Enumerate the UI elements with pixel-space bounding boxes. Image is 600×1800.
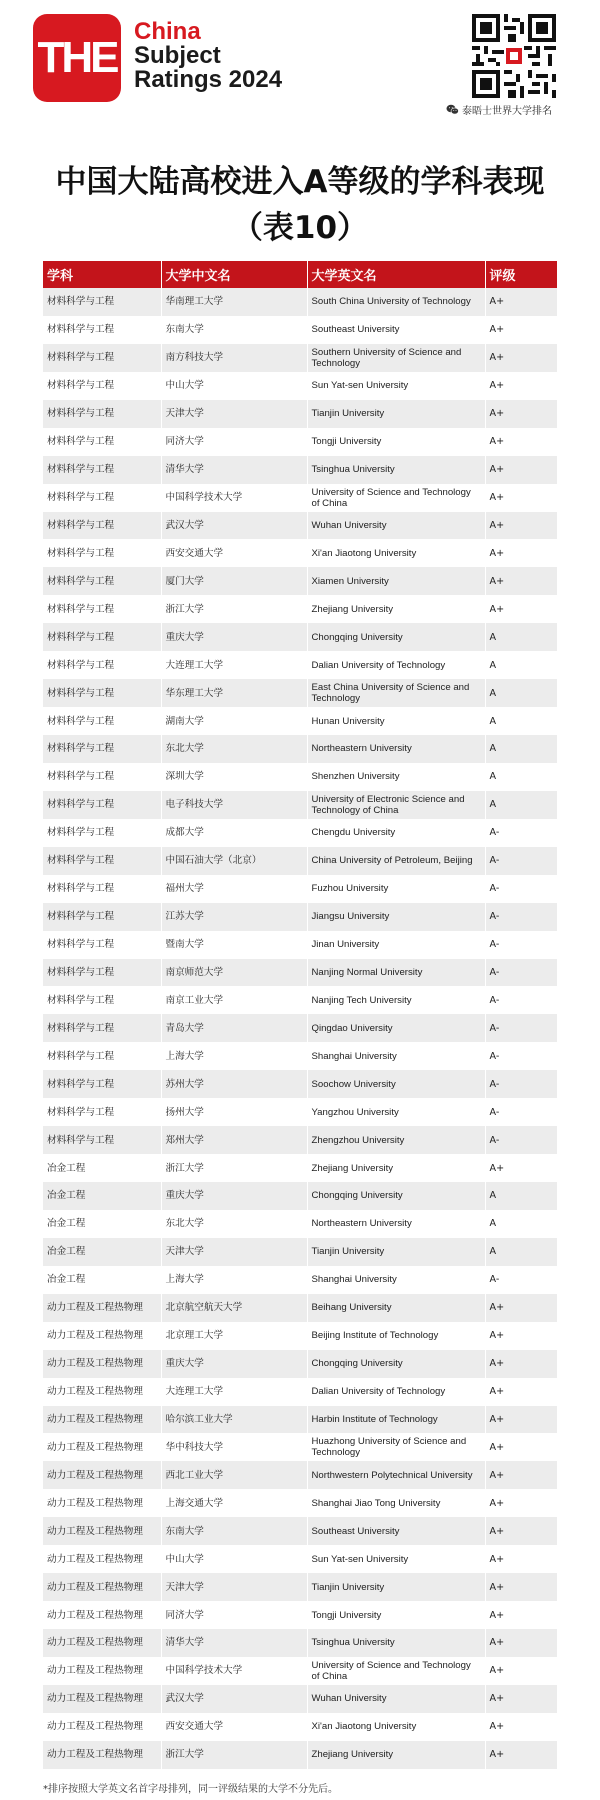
university-en-cell: University of Electronic Science and Technology of China — [307, 791, 485, 819]
subject-cell: 材料科学与工程 — [43, 931, 161, 959]
rating-cell: A- — [485, 1126, 557, 1154]
university-en-cell: Jiangsu University — [307, 903, 485, 931]
table-row — [43, 623, 557, 651]
university-cn-cell: 中山大学 — [161, 1545, 307, 1573]
brand-line-2: Subject — [134, 42, 221, 69]
university-en-cell: Dalian University of Technology — [307, 1378, 485, 1406]
qr-caption — [446, 102, 596, 117]
university-cn-cell: 中国石油大学（北京） — [161, 847, 307, 875]
university-cn-cell: 天津大学 — [161, 1238, 307, 1266]
university-cn-cell: 西北工业大学 — [161, 1461, 307, 1489]
university-en-cell: Sun Yat-sen University — [307, 1545, 485, 1573]
university-cn-cell: 北京理工大学 — [161, 1322, 307, 1350]
subject-cell: 动力工程及工程热物理 — [43, 1294, 161, 1322]
rating-cell: A+ — [485, 1741, 557, 1769]
university-en-cell: Zhejiang University — [307, 595, 485, 623]
column-header-en-name: 大学英文名 — [307, 261, 485, 288]
university-en-cell: Sun Yat-sen University — [307, 372, 485, 400]
university-cn-cell: 重庆大学 — [161, 1350, 307, 1378]
rating-cell: A- — [485, 986, 557, 1014]
university-cn-cell: 南京师范大学 — [161, 959, 307, 987]
university-cn-cell: 厦门大学 — [161, 567, 307, 595]
table-row — [43, 1741, 557, 1769]
university-en-cell: Tianjin University — [307, 400, 485, 428]
university-cn-cell: 西安交通大学 — [161, 1713, 307, 1741]
university-en-cell: Harbin Institute of Technology — [307, 1406, 485, 1434]
table-row — [43, 679, 557, 707]
university-en-cell: Tianjin University — [307, 1238, 485, 1266]
university-cn-cell: 大连理工大学 — [161, 651, 307, 679]
subject-cell: 冶金工程 — [43, 1210, 161, 1238]
university-cn-cell: 清华大学 — [161, 1629, 307, 1657]
ratings-table-container — [43, 261, 557, 1769]
rating-cell: A+ — [485, 1489, 557, 1517]
university-cn-cell: 浙江大学 — [161, 1154, 307, 1182]
subject-cell: 动力工程及工程热物理 — [43, 1517, 161, 1545]
university-en-cell: Tianjin University — [307, 1573, 485, 1601]
university-en-cell: Tsinghua University — [307, 1629, 485, 1657]
university-en-cell: Northeastern University — [307, 735, 485, 763]
university-en-cell: Tsinghua University — [307, 456, 485, 484]
university-en-cell: Shanghai Jiao Tong University — [307, 1489, 485, 1517]
subject-cell: 材料科学与工程 — [43, 1070, 161, 1098]
subject-cell: 材料科学与工程 — [43, 539, 161, 567]
university-cn-cell: 同济大学 — [161, 1601, 307, 1629]
table-row — [43, 1685, 557, 1713]
brand-title — [134, 20, 282, 92]
university-cn-cell: 北京航空航天大学 — [161, 1294, 307, 1322]
university-en-cell: University of Science and Technology of China — [307, 484, 485, 512]
table-row — [43, 1182, 557, 1210]
university-en-cell: Nanjing Tech University — [307, 986, 485, 1014]
subject-cell: 动力工程及工程热物理 — [43, 1378, 161, 1406]
rating-cell: A+ — [485, 539, 557, 567]
subject-cell: 动力工程及工程热物理 — [43, 1322, 161, 1350]
university-en-cell: Huazhong University of Science and Technology — [307, 1433, 485, 1461]
subject-cell: 材料科学与工程 — [43, 1126, 161, 1154]
rating-cell: A- — [485, 1014, 557, 1042]
university-cn-cell: 天津大学 — [161, 400, 307, 428]
subject-cell: 材料科学与工程 — [43, 819, 161, 847]
university-cn-cell: 天津大学 — [161, 1573, 307, 1601]
rating-cell: A+ — [485, 400, 557, 428]
rating-cell: A+ — [485, 344, 557, 372]
page-header — [0, 0, 600, 140]
university-cn-cell: 东北大学 — [161, 735, 307, 763]
subject-cell: 材料科学与工程 — [43, 847, 161, 875]
rating-cell: A+ — [485, 1545, 557, 1573]
university-en-cell: Wuhan University — [307, 1685, 485, 1713]
rating-cell: A+ — [485, 1601, 557, 1629]
university-en-cell: Chongqing University — [307, 1350, 485, 1378]
table-row — [43, 875, 557, 903]
rating-cell: A+ — [485, 595, 557, 623]
rating-cell: A- — [485, 903, 557, 931]
university-cn-cell: 南京工业大学 — [161, 986, 307, 1014]
ratings-table — [43, 261, 557, 1769]
university-en-cell: University of Science and Technology of China — [307, 1657, 485, 1685]
table-header-row — [43, 261, 557, 288]
footnote: *排序按照大学英文名首字母排列，同一评级结果的大学不分先后。 — [43, 1784, 338, 1795]
rating-cell: A+ — [485, 1350, 557, 1378]
table-row — [43, 959, 557, 987]
university-en-cell: Chongqing University — [307, 1182, 485, 1210]
university-en-cell: Xiamen University — [307, 567, 485, 595]
university-en-cell: Southern University of Science and Technology — [307, 344, 485, 372]
university-cn-cell: 华南理工大学 — [161, 288, 307, 316]
the-logo — [33, 14, 121, 102]
subject-cell: 动力工程及工程热物理 — [43, 1573, 161, 1601]
university-cn-cell: 中山大学 — [161, 372, 307, 400]
university-cn-cell: 福州大学 — [161, 875, 307, 903]
rating-cell: A- — [485, 1266, 557, 1294]
page-title: 中国大陆高校进入A等级的学科表现 — [55, 164, 545, 200]
table-row — [43, 791, 557, 819]
university-cn-cell: 东南大学 — [161, 1517, 307, 1545]
university-en-cell: Beihang University — [307, 1294, 485, 1322]
rating-cell: A- — [485, 875, 557, 903]
university-cn-cell: 浙江大学 — [161, 1741, 307, 1769]
table-row — [43, 1406, 557, 1434]
table-row — [43, 819, 557, 847]
university-en-cell: Southeast University — [307, 316, 485, 344]
table-row — [43, 1378, 557, 1406]
university-cn-cell: 华东理工大学 — [161, 679, 307, 707]
subject-cell: 材料科学与工程 — [43, 595, 161, 623]
subject-cell: 冶金工程 — [43, 1266, 161, 1294]
university-en-cell: Shanghai University — [307, 1042, 485, 1070]
table-row — [43, 1713, 557, 1741]
table-row — [43, 1629, 557, 1657]
university-en-cell: Northeastern University — [307, 1210, 485, 1238]
table-row — [43, 735, 557, 763]
university-en-cell: Tongji University — [307, 1601, 485, 1629]
university-cn-cell: 苏州大学 — [161, 1070, 307, 1098]
rating-cell: A- — [485, 819, 557, 847]
subject-cell: 材料科学与工程 — [43, 1014, 161, 1042]
table-body — [43, 288, 557, 1769]
university-en-cell: Wuhan University — [307, 512, 485, 540]
table-row — [43, 903, 557, 931]
rating-cell: A — [485, 1182, 557, 1210]
university-en-cell: Qingdao University — [307, 1014, 485, 1042]
university-cn-cell: 西安交通大学 — [161, 539, 307, 567]
rating-cell: A+ — [485, 1713, 557, 1741]
table-row — [43, 1322, 557, 1350]
university-cn-cell: 深圳大学 — [161, 763, 307, 791]
university-cn-cell: 中国科学技术大学 — [161, 1657, 307, 1685]
table-row — [43, 316, 557, 344]
university-cn-cell: 扬州大学 — [161, 1098, 307, 1126]
university-en-cell: Jinan University — [307, 931, 485, 959]
subject-cell: 动力工程及工程热物理 — [43, 1350, 161, 1378]
rating-cell: A- — [485, 1070, 557, 1098]
table-row — [43, 1042, 557, 1070]
table-row — [43, 763, 557, 791]
rating-cell: A — [485, 1238, 557, 1266]
table-row — [43, 1154, 557, 1182]
table-row — [43, 847, 557, 875]
table-row — [43, 1601, 557, 1629]
subject-cell: 材料科学与工程 — [43, 1042, 161, 1070]
university-en-cell: Zhejiang University — [307, 1154, 485, 1182]
university-cn-cell: 同济大学 — [161, 428, 307, 456]
university-cn-cell: 上海大学 — [161, 1266, 307, 1294]
table-row — [43, 288, 557, 316]
university-en-cell: Yangzhou University — [307, 1098, 485, 1126]
subject-cell: 动力工程及工程热物理 — [43, 1489, 161, 1517]
subject-cell: 材料科学与工程 — [43, 344, 161, 372]
rating-cell: A- — [485, 847, 557, 875]
university-cn-cell: 郑州大学 — [161, 1126, 307, 1154]
university-en-cell: Shenzhen University — [307, 763, 485, 791]
subject-cell: 材料科学与工程 — [43, 288, 161, 316]
rating-cell: A+ — [485, 372, 557, 400]
university-cn-cell: 成都大学 — [161, 819, 307, 847]
university-en-cell: Hunan University — [307, 707, 485, 735]
table-row — [43, 484, 557, 512]
subject-cell: 材料科学与工程 — [43, 763, 161, 791]
subject-cell: 动力工程及工程热物理 — [43, 1433, 161, 1461]
university-en-cell: Soochow University — [307, 1070, 485, 1098]
rating-cell: A+ — [485, 1629, 557, 1657]
page-subtitle: （表10） — [231, 210, 369, 246]
table-row — [43, 707, 557, 735]
rating-cell: A+ — [485, 1154, 557, 1182]
university-cn-cell: 上海交通大学 — [161, 1489, 307, 1517]
table-row — [43, 456, 557, 484]
table-row — [43, 567, 557, 595]
subject-cell: 动力工程及工程热物理 — [43, 1461, 161, 1489]
rating-cell: A+ — [485, 1433, 557, 1461]
subject-cell: 动力工程及工程热物理 — [43, 1629, 161, 1657]
subject-cell: 材料科学与工程 — [43, 959, 161, 987]
rating-cell: A- — [485, 1042, 557, 1070]
university-en-cell: Southeast University — [307, 1517, 485, 1545]
subject-cell: 冶金工程 — [43, 1154, 161, 1182]
table-row — [43, 1070, 557, 1098]
university-cn-cell: 大连理工大学 — [161, 1378, 307, 1406]
table-row — [43, 986, 557, 1014]
brand-line-3: Ratings 2024 — [134, 66, 283, 93]
university-cn-cell: 重庆大学 — [161, 1182, 307, 1210]
table-row — [43, 1545, 557, 1573]
qr-code-icon — [472, 14, 556, 98]
subject-cell: 材料科学与工程 — [43, 484, 161, 512]
university-cn-cell: 重庆大学 — [161, 623, 307, 651]
university-en-cell: East China University of Science and Technology — [307, 679, 485, 707]
university-en-cell: Zhengzhou University — [307, 1126, 485, 1154]
rating-cell: A — [485, 707, 557, 735]
table-row — [43, 1573, 557, 1601]
table-row — [43, 1126, 557, 1154]
rating-cell: A+ — [485, 1685, 557, 1713]
table-row — [43, 1266, 557, 1294]
subject-cell: 材料科学与工程 — [43, 372, 161, 400]
table-row — [43, 344, 557, 372]
table-row — [43, 1517, 557, 1545]
university-en-cell: Northwestern Polytechnical University — [307, 1461, 485, 1489]
subject-cell: 材料科学与工程 — [43, 679, 161, 707]
rating-cell: A- — [485, 959, 557, 987]
university-cn-cell: 青岛大学 — [161, 1014, 307, 1042]
rating-cell: A- — [485, 931, 557, 959]
table-row — [43, 1098, 557, 1126]
subject-cell: 材料科学与工程 — [43, 735, 161, 763]
column-header-rating: 评级 — [485, 261, 557, 288]
rating-cell: A+ — [485, 1517, 557, 1545]
column-header-cn-name: 大学中文名 — [161, 261, 307, 288]
brand-line-1: China — [134, 18, 201, 45]
subject-cell: 动力工程及工程热物理 — [43, 1545, 161, 1573]
subject-cell: 材料科学与工程 — [43, 1098, 161, 1126]
table-row — [43, 512, 557, 540]
university-cn-cell: 哈尔滨工业大学 — [161, 1406, 307, 1434]
university-cn-cell: 电子科技大学 — [161, 791, 307, 819]
table-row — [43, 931, 557, 959]
table-row — [43, 1294, 557, 1322]
university-cn-cell: 东北大学 — [161, 1210, 307, 1238]
subject-cell: 动力工程及工程热物理 — [43, 1713, 161, 1741]
subject-cell: 动力工程及工程热物理 — [43, 1406, 161, 1434]
rating-cell: A — [485, 679, 557, 707]
subject-cell: 动力工程及工程热物理 — [43, 1601, 161, 1629]
subject-cell: 材料科学与工程 — [43, 651, 161, 679]
rating-cell: A+ — [485, 1294, 557, 1322]
rating-cell: A+ — [485, 1573, 557, 1601]
university-en-cell: Beijing Institute of Technology — [307, 1322, 485, 1350]
table-row — [43, 595, 557, 623]
subject-cell: 材料科学与工程 — [43, 903, 161, 931]
subject-cell: 材料科学与工程 — [43, 623, 161, 651]
university-cn-cell: 清华大学 — [161, 456, 307, 484]
rating-cell: A+ — [485, 567, 557, 595]
table-row — [43, 539, 557, 567]
university-en-cell: Xi'an Jiaotong University — [307, 539, 485, 567]
rating-cell: A+ — [485, 316, 557, 344]
subject-cell: 冶金工程 — [43, 1182, 161, 1210]
table-row — [43, 1210, 557, 1238]
university-en-cell: Chongqing University — [307, 623, 485, 651]
subject-cell: 材料科学与工程 — [43, 567, 161, 595]
rating-cell: A+ — [485, 1322, 557, 1350]
university-en-cell: Tongji University — [307, 428, 485, 456]
table-row — [43, 400, 557, 428]
logo-text: THE — [37, 33, 117, 82]
table-row — [43, 428, 557, 456]
table-row — [43, 1657, 557, 1685]
subject-cell: 材料科学与工程 — [43, 316, 161, 344]
university-en-cell: Shanghai University — [307, 1266, 485, 1294]
university-cn-cell: 东南大学 — [161, 316, 307, 344]
subject-cell: 动力工程及工程热物理 — [43, 1741, 161, 1769]
table-row — [43, 1014, 557, 1042]
university-cn-cell: 武汉大学 — [161, 1685, 307, 1713]
rating-cell: A — [485, 763, 557, 791]
subject-cell: 材料科学与工程 — [43, 986, 161, 1014]
wechat-icon — [446, 104, 459, 115]
table-row — [43, 1489, 557, 1517]
table-row — [43, 1433, 557, 1461]
subject-cell: 动力工程及工程热物理 — [43, 1657, 161, 1685]
qr-caption-text: 泰晤士世界大学排名 — [462, 106, 552, 117]
subject-cell: 材料科学与工程 — [43, 791, 161, 819]
university-cn-cell: 华中科技大学 — [161, 1433, 307, 1461]
rating-cell: A+ — [485, 512, 557, 540]
rating-cell: A+ — [485, 1461, 557, 1489]
subject-cell: 材料科学与工程 — [43, 875, 161, 903]
table-row — [43, 1238, 557, 1266]
university-en-cell: Chengdu University — [307, 819, 485, 847]
rating-cell: A — [485, 623, 557, 651]
subject-cell: 材料科学与工程 — [43, 400, 161, 428]
rating-cell: A+ — [485, 1406, 557, 1434]
subject-cell: 动力工程及工程热物理 — [43, 1685, 161, 1713]
university-cn-cell: 武汉大学 — [161, 512, 307, 540]
university-en-cell: Nanjing Normal University — [307, 959, 485, 987]
university-cn-cell: 中国科学技术大学 — [161, 484, 307, 512]
rating-cell: A+ — [485, 456, 557, 484]
university-en-cell: Dalian University of Technology — [307, 651, 485, 679]
table-row — [43, 1350, 557, 1378]
university-en-cell: Fuzhou University — [307, 875, 485, 903]
university-cn-cell: 浙江大学 — [161, 595, 307, 623]
subject-cell: 冶金工程 — [43, 1238, 161, 1266]
table-row — [43, 651, 557, 679]
rating-cell: A- — [485, 1098, 557, 1126]
rating-cell: A — [485, 791, 557, 819]
rating-cell: A+ — [485, 1657, 557, 1685]
subject-cell: 材料科学与工程 — [43, 707, 161, 735]
university-cn-cell: 暨南大学 — [161, 931, 307, 959]
rating-cell: A — [485, 651, 557, 679]
table-row — [43, 1461, 557, 1489]
rating-cell: A — [485, 1210, 557, 1238]
column-header-subject: 学科 — [43, 261, 161, 288]
university-cn-cell: 上海大学 — [161, 1042, 307, 1070]
table-header — [43, 261, 557, 288]
rating-cell: A+ — [485, 288, 557, 316]
university-en-cell: Xi'an Jiaotong University — [307, 1713, 485, 1741]
rating-cell: A+ — [485, 428, 557, 456]
rating-cell: A — [485, 735, 557, 763]
university-cn-cell: 湖南大学 — [161, 707, 307, 735]
rating-cell: A+ — [485, 484, 557, 512]
table-row — [43, 372, 557, 400]
rating-cell: A+ — [485, 1378, 557, 1406]
university-en-cell: South China University of Technology — [307, 288, 485, 316]
university-en-cell: China University of Petroleum, Beijing — [307, 847, 485, 875]
subject-cell: 材料科学与工程 — [43, 428, 161, 456]
subject-cell: 材料科学与工程 — [43, 456, 161, 484]
subject-cell: 材料科学与工程 — [43, 512, 161, 540]
university-cn-cell: 南方科技大学 — [161, 344, 307, 372]
university-cn-cell: 江苏大学 — [161, 903, 307, 931]
university-en-cell: Zhejiang University — [307, 1741, 485, 1769]
